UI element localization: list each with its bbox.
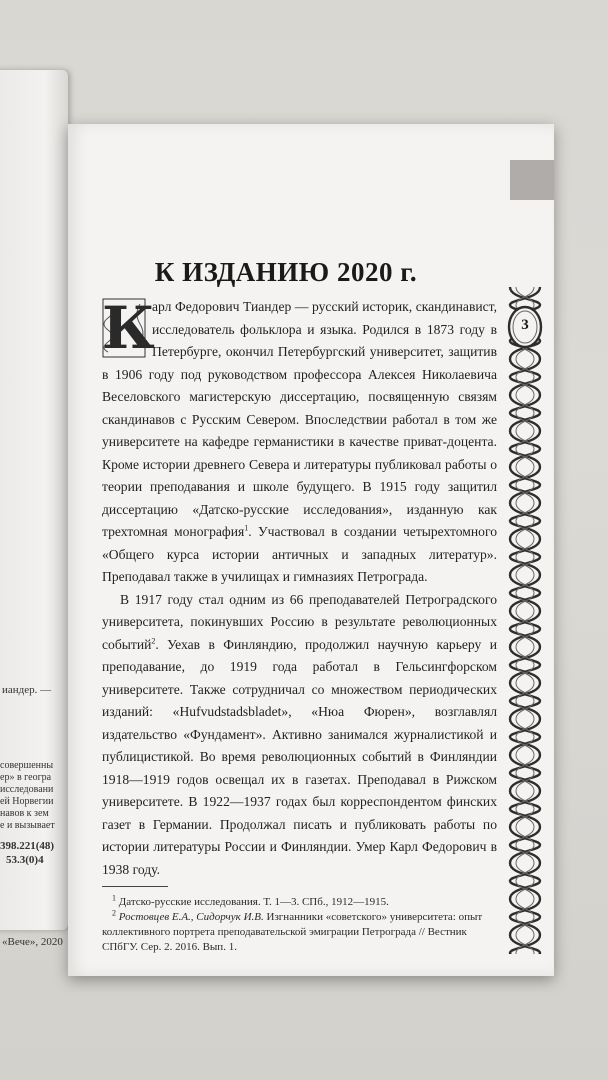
body-text: [102, 296, 497, 881]
dropcap: [102, 294, 155, 362]
footnote-text: Датско-русские исследования. Т. 1—3. СПб., 1912—1915.: [118, 896, 389, 908]
left-page-line: е и вызывает: [0, 820, 55, 831]
footnotes: [102, 895, 502, 955]
knotwork-border-icon: [502, 287, 548, 954]
footnote-rule: [102, 886, 168, 887]
footnote-2: [102, 910, 502, 955]
left-page-line: ей Норвегии: [0, 796, 54, 807]
footnote-text: Изгнанники «советского» университета: опыт коллективного портрета преподавательской эмиграции Петрограда // Вестник СПбГУ. Сер. 2. 2016. Вып. 1.: [102, 911, 483, 953]
left-page-line: исследовани: [0, 784, 54, 795]
page-title: К ИЗДАНИЮ 2020 г.: [154, 257, 418, 287]
show-through-block: [510, 160, 554, 200]
footnote-author: Ростовцев Е.А., Сидорчук И.В.: [118, 911, 264, 923]
paragraph-2-tail: . Уехав в Финляндию, продолжил научную карьеру и преподавание, до 1919 года работал в Гельсингфорском университете. Также сотрудничал со множеством периодических изданий: «Hufvudstadsbladet», «Нюа Фюрен», возглавлял издательство «Фундамент». Активно занимался журналистикой и публицистикой. Во время революционных событий в Финляндии 1918—1919 годов освещал их в газетах. Преподавал в Рижском университете. В 1922—1937 годах был корреспондентом финских газет в Германии. Продолжал писать и публиковать работы по истории литературы России и Финляндии. Умер Карл Федорович в 1938 году.: [102, 636, 497, 877]
left-page-line: 398.221(48): [0, 840, 55, 852]
page-number: 3: [521, 317, 529, 333]
dropcap-letter: К: [102, 294, 155, 362]
footnote-number: 2: [112, 908, 116, 918]
knotwork-ornament: [502, 287, 548, 954]
left-page: [0, 70, 68, 948]
paragraph-1-tail: . Участвовал в создании четырехтомного «Общего курса истории античных и западных литератур». Преподавал также в училищах и гимназиях Петрограда.: [102, 524, 498, 584]
footnote-1: [102, 895, 502, 910]
paragraph-1: [102, 296, 497, 589]
left-page-line: 53.3(0)4: [6, 854, 44, 866]
book-page: [68, 124, 554, 976]
left-page-line: совершенны: [0, 760, 54, 771]
left-page-line: ер» в геогра: [0, 772, 52, 783]
footnote-ref-2: 2: [151, 635, 156, 645]
footnote-number: 1: [112, 893, 116, 903]
footnote-ref-1: 1: [244, 523, 249, 533]
paragraph-2-text: В 1917 году стал одним из 66 преподавателей Петроградского университета, покинувших Россию в результате революционных событий: [102, 591, 497, 652]
paragraph-1-text: арл Федорович Тиандер — русский историк, скандинавист, исследователь фольклора и языка. Родился в 1873 году в Петербурге, окончил Петербургский университет, защитив в 1906 году под руководством профессора Алексея Николаевича Веселовского магистерскую диссертацию, посвященную связям скандинавов с Русским Севером. Впоследствии работал в том же университете на кафедре германистики в качестве приват-доцента. Кроме истории древнего Севера и литературы публиковал работы о теории преподавания и школе будущего. В 1915 году защитил диссертацию «Датско-русские исследования», изданную как трехтомная монография: [102, 299, 497, 539]
left-page-line: навов к зем: [0, 808, 49, 819]
left-page-line: «Вече», 2020: [2, 936, 63, 948]
paragraph-2: [102, 589, 497, 882]
left-page-line: иандер. —: [2, 684, 52, 696]
